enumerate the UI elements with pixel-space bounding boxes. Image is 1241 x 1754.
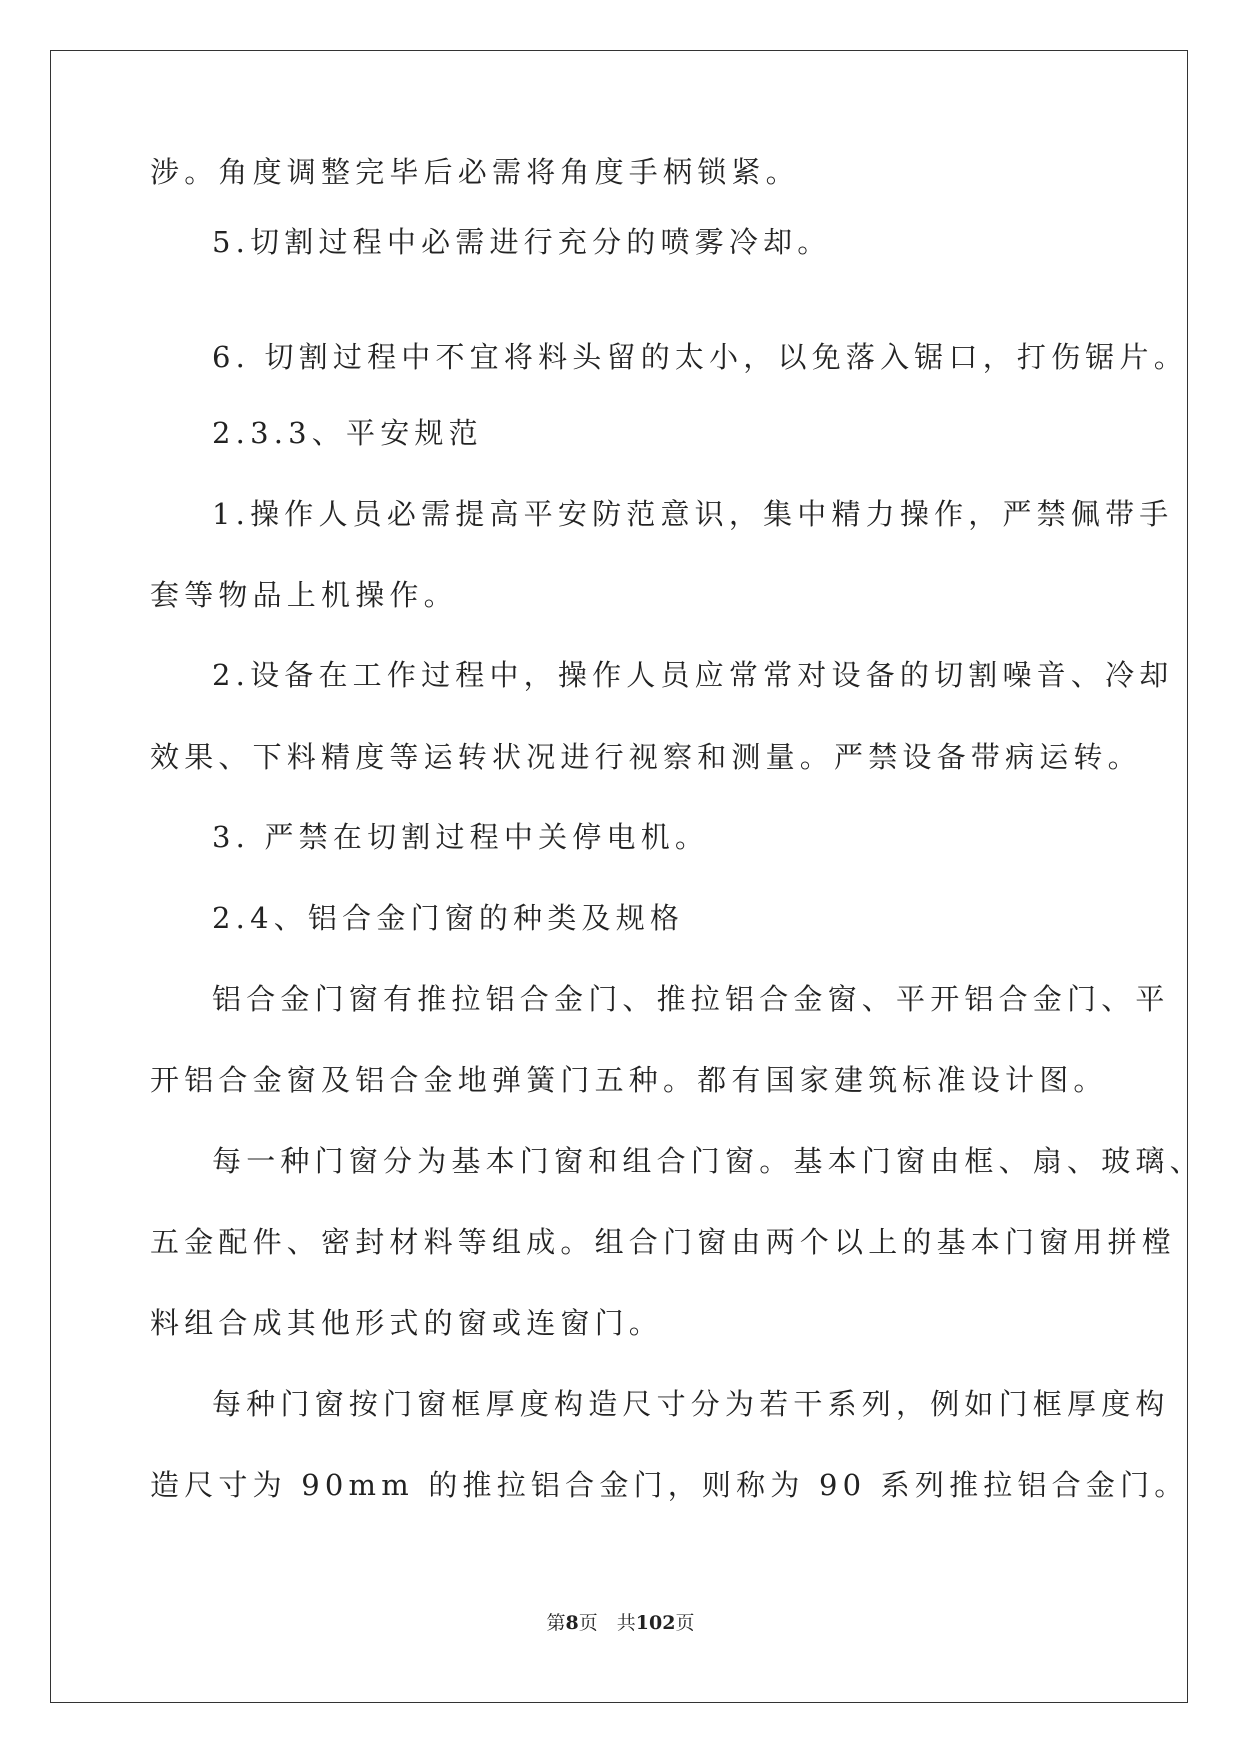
text-line-15: 料组合成其他形式的窗或连窗门。 (150, 1306, 664, 1340)
text-line-8: 效果、下料精度等运转状况进行视察和测量。严禁设备带病运转。 (150, 740, 1142, 774)
footer-middle: 页 共 (578, 1612, 636, 1634)
text-line-17: 造尺寸为 90mm 的推拉铝合金门，则称为 90 系列推拉铝合金门。 (150, 1468, 1189, 1502)
text-line-14: 五金配件、密封材料等组成。组合门窗由两个以上的基本门窗用拼樘 (150, 1225, 1177, 1259)
text-line-9: 3. 严禁在切割过程中关停电机。 (212, 820, 710, 854)
text-line-2: 5.切割过程中必需进行充分的喷雾冷却。 (212, 225, 832, 259)
section-heading-2-3-3: 2.3.3、平安规范 (212, 416, 483, 450)
footer-suffix: 页 (675, 1612, 695, 1634)
text-line-1: 涉。角度调整完毕后必需将角度手柄锁紧。 (150, 155, 800, 189)
section-heading-2-4: 2.4、铝合金门窗的种类及规格 (212, 901, 685, 935)
text-line-3: 6. 切割过程中不宜将料头留的太小，以免落入锯口，打伤锯片。 (212, 340, 1188, 374)
text-line-13: 每一种门窗分为基本门窗和组合门窗。基本门窗由框、扇、玻璃、 (212, 1144, 1204, 1178)
footer-prefix: 第 (546, 1612, 566, 1634)
text-line-12: 开铝合金窗及铝合金地弹簧门五种。都有国家建筑标准设计图。 (150, 1063, 1108, 1097)
text-line-16: 每种门窗按门窗框厚度构造尺寸分为若干系列，例如门框厚度构 (212, 1387, 1170, 1421)
footer-total-pages: 102 (635, 1612, 676, 1634)
page-border (50, 50, 1188, 1703)
text-line-6: 套等物品上机操作。 (150, 578, 458, 612)
footer-page-number: 8 (565, 1612, 579, 1634)
text-line-7: 2.设备在工作过程中，操作人员应常常对设备的切割噪音、冷却 (212, 658, 1174, 692)
page-footer (0, 1608, 1241, 1635)
text-line-5: 1.操作人员必需提高平安防范意识，集中精力操作，严禁佩带手 (212, 497, 1174, 531)
text-line-11: 铝合金门窗有推拉铝合金门、推拉铝合金窗、平开铝合金门、平 (212, 982, 1170, 1016)
